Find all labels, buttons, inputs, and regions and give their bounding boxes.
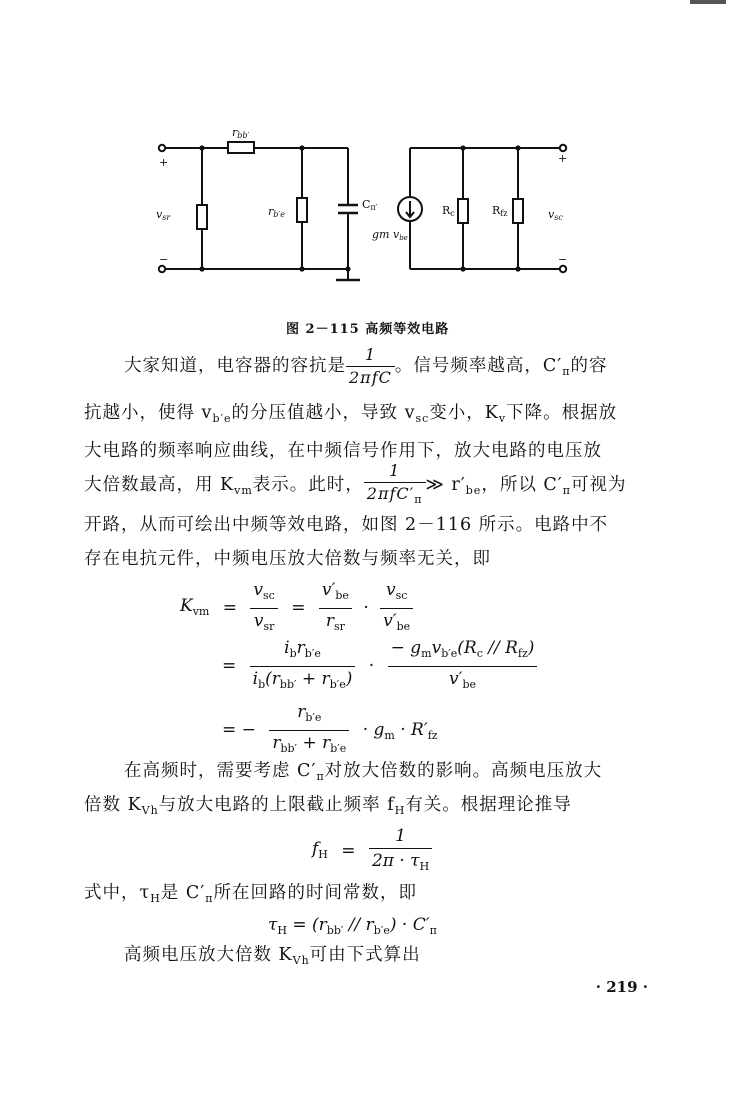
cpi-label: Cπ′ [362,198,378,212]
paragraph-line-8: 倍数 $K_{Vh}$与放大电路的上限截止频率 $f_H$有关。根据理论推导 [84,795,572,817]
paragraph-line-3: 大电路的频率响应曲线，在中频信号作用下，放大电路的电压放 [84,441,602,461]
equation-kvm-line-2: = $\frac{i_br_{b'e}}{i_b(r_{bb'} + r_{b'e})}$ · $\frac{- g_mv_{b'e}(R_c // R_{fz})}{v'_{be}}$ [222,638,537,695]
right-bottom-terminal [560,266,566,272]
paragraph-line-9: 式中，$\tau_H$是 $C'_\pi$所在回路的时间常数，即 [84,883,417,905]
left-top-terminal [159,145,165,151]
paragraph-line-5: 开路，从而可绘出中频等效电路，如图 2－116 所示。电路中不 [84,515,609,535]
rc-resistor [458,199,468,223]
scan-mark [690,0,726,4]
equation-fh: $f_H$ = $\frac{1}{2\pi \cdot \tau_H}$ [312,826,432,877]
equation-kvm-line-1: $K_{vm}$ = $\frac{v_{sc}}{v_{sr}}$ = $\frac{v'_{be}}{r_{sr}}$ · $\frac{v_{sc}}{v'_{be}}$ [180,580,413,637]
paragraph-line-1: 大家知道，电容器的容抗是 $\frac{1}{\text{2πfC}}$ 。信号频率越高，$C'_\pi$的容 [124,345,608,387]
right-plus-label: + [558,152,568,165]
right-minus-label: − [558,253,568,266]
cutoff-condition-fraction: $\frac{1}{2\pi fC'_\pi}$ [364,462,426,509]
right-top-terminal [560,145,566,151]
capacitive-reactance-fraction: $\frac{1}{\text{2πfC}}$ [346,346,395,387]
paragraph-line-10: 高频电压放大倍数 $K_{Vh}$可由下式算出 [124,945,421,967]
figure-caption: 图 2－115 高频等效电路 [286,322,450,337]
left-minus-label: − [159,253,169,266]
paragraph-line-7: 在高频时，需要考虑 $C'_\pi$对放大倍数的影响。高频电压放大 [124,761,603,783]
gm-label: gm vbe [372,228,408,242]
rbe-label: rb′e [268,205,285,219]
rbe-resistor [297,198,307,222]
vsc-label: vsc [548,208,563,222]
equation-tau-h: $\tau_H = (r_{bb'} // r_{b'e}) \cdot C'_\pi$ [268,915,437,937]
high-frequency-equivalent-circuit [140,120,600,295]
rbb-label: rbb′ [232,126,250,140]
rfz-resistor [513,199,523,223]
paragraph-line-2: 抗越小，使得 $v_{b'e}$的分压值越小，导致 $v_{sc}$变小，$K_v$下降。根据放 [84,403,618,425]
equation-kvm-line-3: = − $\frac{r_{b'e}}{r_{bb'} + r_{b'e}}$ · $g_m \cdot R'_{fz}$ [222,702,438,755]
paragraph-line-6: 存在电抗元件，中频电压放大倍数与频率无关，即 [84,549,491,569]
rfz-label: Rfz [492,204,508,218]
vsr-resistor [197,205,207,229]
left-plus-label: + [159,156,169,169]
page-number: · 219 · [595,978,648,996]
left-bottom-terminal [159,266,165,272]
paragraph-line-4: 大倍数最高，用 $K_{vm}$表示。此时， $\frac{1}{2\pi fC'_\pi}$ ≫ $r'_{be}$，所以 $C'_\pi$可视为 [84,462,664,510]
rc-label: Rc [442,204,455,218]
vsr-label: vsr [156,208,171,222]
rbb-resistor [228,142,254,153]
